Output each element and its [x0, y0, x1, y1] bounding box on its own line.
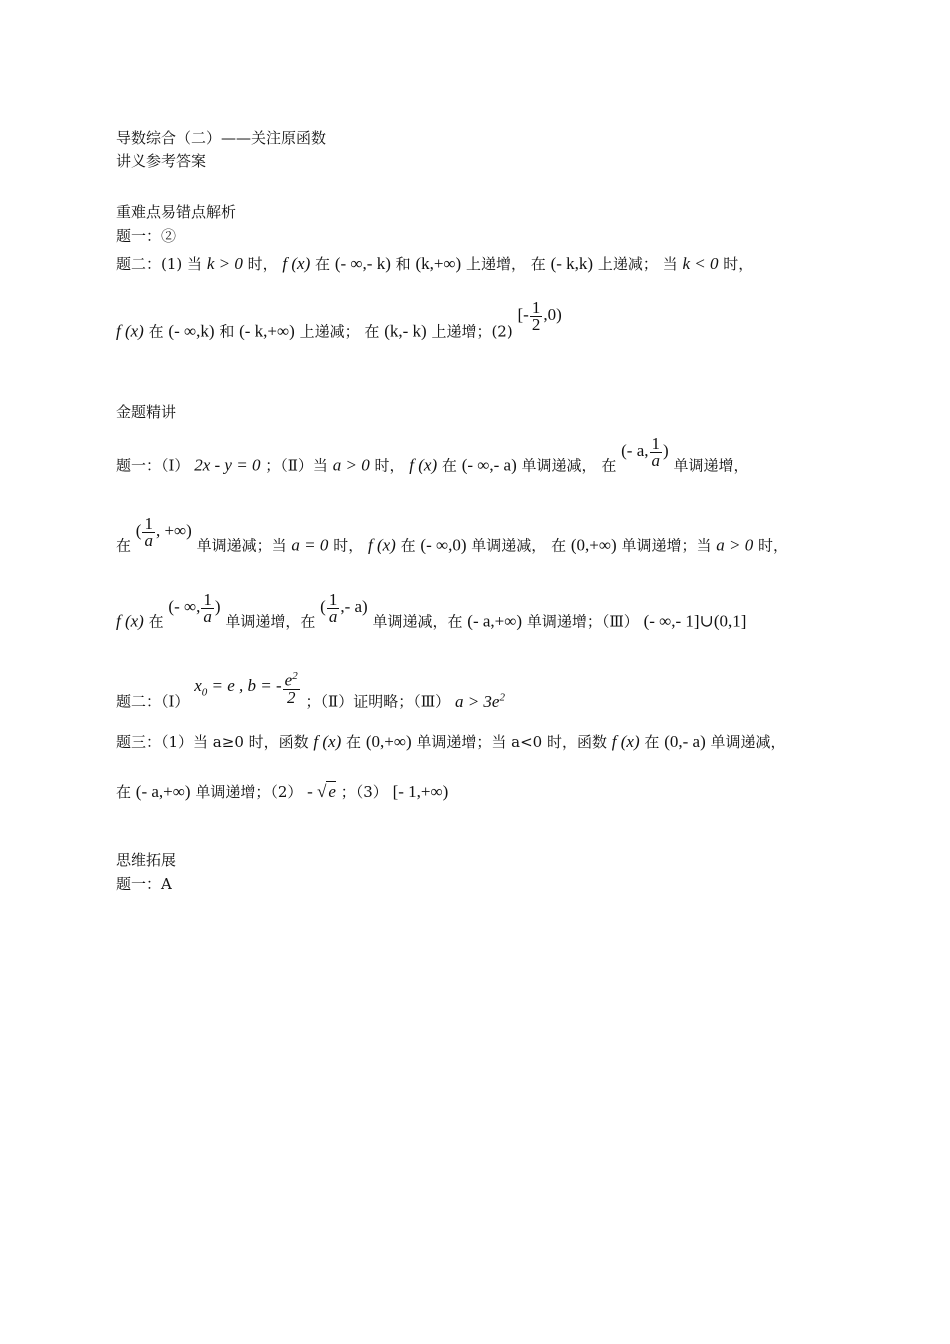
math: (- k,k)	[550, 254, 594, 273]
denominator: a	[328, 607, 338, 626]
text: (	[320, 597, 326, 617]
text: 在	[300, 612, 316, 631]
math: (0,+∞)	[570, 535, 617, 555]
math: (- ∞,k)	[168, 321, 215, 341]
denominator: 2	[286, 687, 296, 707]
text: ；（3）	[340, 783, 388, 801]
answer-1-2-line-2	[116, 298, 562, 349]
text: 题二：（Ⅰ）	[116, 692, 190, 711]
numerator: 1	[144, 514, 153, 533]
doc-subtitle: 讲义参考答案	[116, 152, 207, 170]
text: 时，	[333, 536, 364, 555]
text: 在	[601, 456, 617, 475]
text: 单调递减，	[372, 612, 448, 631]
fraction	[142, 516, 155, 549]
denominator: a	[144, 531, 153, 550]
math: (- ∞,- 1]∪(0,1]	[643, 611, 747, 631]
text: ；（Ⅱ）证明略；（Ⅲ）	[305, 692, 451, 711]
radicand: e	[328, 782, 336, 801]
text: [-	[517, 305, 529, 325]
math: (- a,+∞)	[467, 611, 523, 631]
math: f (x)	[409, 455, 438, 475]
text: 在	[116, 536, 132, 555]
text: ,0)	[543, 305, 562, 325]
text: ,- a)	[340, 597, 368, 617]
numerator: 1	[651, 434, 661, 453]
text: 当	[662, 255, 678, 273]
math: (- a,+∞)	[135, 782, 191, 801]
superscript: 2	[499, 691, 505, 704]
math-interval	[135, 514, 192, 550]
text: 当	[696, 536, 712, 555]
text: (	[135, 521, 142, 541]
math: (0,+∞)	[365, 732, 412, 751]
text: 单调递增，	[225, 612, 301, 631]
math	[307, 781, 336, 801]
math: (k,- k)	[384, 321, 427, 341]
denominator: 2	[531, 315, 541, 334]
text: , +∞)	[155, 521, 192, 541]
text: 在	[441, 456, 457, 475]
fraction	[283, 668, 300, 706]
text: = e , b = -	[207, 675, 282, 695]
text: 题三：（1）当 a≥0 时，函数	[116, 733, 309, 751]
math	[455, 692, 505, 711]
answer-2-3-line-1	[116, 732, 786, 752]
text: 在	[364, 322, 380, 341]
answer-2-1-line-3	[116, 590, 747, 639]
answer-2-3-line-2	[116, 782, 448, 802]
text: )	[214, 597, 221, 617]
math: [- 1,+∞)	[392, 782, 449, 801]
math: k > 0	[206, 254, 243, 273]
denominator: a	[651, 451, 661, 470]
text: 时，	[247, 255, 278, 273]
numerator	[283, 668, 300, 690]
text: a > 3e	[454, 691, 500, 711]
text: 上递减；	[597, 255, 658, 273]
math: f (x)	[116, 321, 144, 341]
text: 在	[400, 536, 416, 555]
text: )	[663, 441, 669, 461]
sqrt-symbol: √	[317, 782, 327, 801]
text: (- a,	[621, 441, 649, 461]
math: (- ∞,- a)	[461, 455, 517, 475]
answer-2-1-line-1	[116, 434, 749, 483]
math: (k,+∞)	[415, 254, 462, 273]
answer-1-1: 题一：②	[116, 227, 177, 245]
math: k < 0	[682, 254, 719, 273]
text: 在	[148, 322, 164, 341]
text: 单调递增；当 a<0 时，函数	[416, 733, 607, 751]
text: e	[284, 670, 293, 690]
math: (- ∞,- k)	[334, 254, 391, 273]
text: 单调递增，	[673, 456, 749, 475]
math-interval	[517, 298, 562, 334]
math: f (x)	[282, 254, 311, 273]
math: f (x)	[116, 611, 144, 631]
denominator: a	[203, 607, 212, 626]
fraction	[650, 436, 663, 469]
text: 在	[447, 612, 463, 631]
text: 单调递减，	[471, 536, 547, 555]
text: (- ∞,	[168, 597, 201, 617]
text: 题二：(1) 当	[116, 255, 203, 273]
superscript: 2	[292, 670, 298, 682]
text: 单调递增；（2）	[195, 783, 303, 801]
text: 和	[219, 322, 235, 341]
text: 在	[644, 733, 660, 751]
math: 2x - y = 0	[194, 455, 261, 475]
text: 题一：（Ⅰ）	[116, 456, 190, 475]
text: 单调递增；	[621, 536, 697, 555]
text: 单调递减；当	[196, 536, 287, 555]
subscript: 0	[201, 686, 208, 699]
text: 单调递减，	[710, 733, 786, 751]
text: -	[307, 782, 313, 801]
answer-2-2	[116, 670, 505, 722]
math: a = 0	[291, 535, 329, 555]
math: (0,- a)	[664, 732, 706, 751]
text: 在	[148, 612, 164, 631]
math-interval	[320, 590, 368, 626]
text: 和	[395, 255, 411, 273]
text: 在	[530, 255, 546, 273]
section-heading-2: 金题精讲	[116, 403, 177, 421]
text: x	[194, 675, 202, 695]
text: 单调递增；（Ⅲ）	[526, 612, 639, 631]
text: 时，	[723, 255, 754, 273]
math: f (x)	[611, 732, 640, 751]
text: 在	[315, 255, 331, 273]
text: 时，	[758, 536, 789, 555]
fraction	[530, 300, 543, 333]
math-interval	[621, 434, 669, 470]
text: ；（Ⅱ）当	[265, 456, 328, 475]
math: f (x)	[367, 535, 396, 555]
math: a > 0	[716, 535, 754, 555]
text: 上递增，	[466, 255, 527, 273]
text: 单调递减，	[521, 456, 597, 475]
section-heading-1: 重难点易错点解析	[116, 203, 237, 221]
text: 在	[116, 783, 132, 801]
answer-1-2-line-1	[116, 254, 753, 274]
numerator: 1	[531, 298, 541, 317]
fraction	[327, 592, 340, 625]
math: (- k,+∞)	[239, 321, 295, 341]
doc-title: 导数综合（二）——关注原函数	[116, 129, 327, 147]
math: (- ∞,0)	[420, 535, 467, 555]
numerator: 1	[203, 590, 212, 609]
section-heading-3: 思维拓展	[116, 851, 177, 869]
answer-2-1-line-2	[116, 514, 789, 563]
math: f (x)	[313, 732, 342, 751]
numerator: 1	[328, 590, 338, 609]
math	[194, 670, 301, 707]
fraction	[201, 592, 214, 625]
answer-3-1: 题一：A	[116, 875, 172, 893]
text: 时，	[374, 456, 405, 475]
text: 上递减；	[299, 322, 360, 341]
text: 在	[346, 733, 362, 751]
math-interval	[168, 590, 221, 626]
text: 在	[551, 536, 567, 555]
text: 上递增；(2)	[431, 322, 513, 341]
math: a > 0	[332, 455, 370, 475]
